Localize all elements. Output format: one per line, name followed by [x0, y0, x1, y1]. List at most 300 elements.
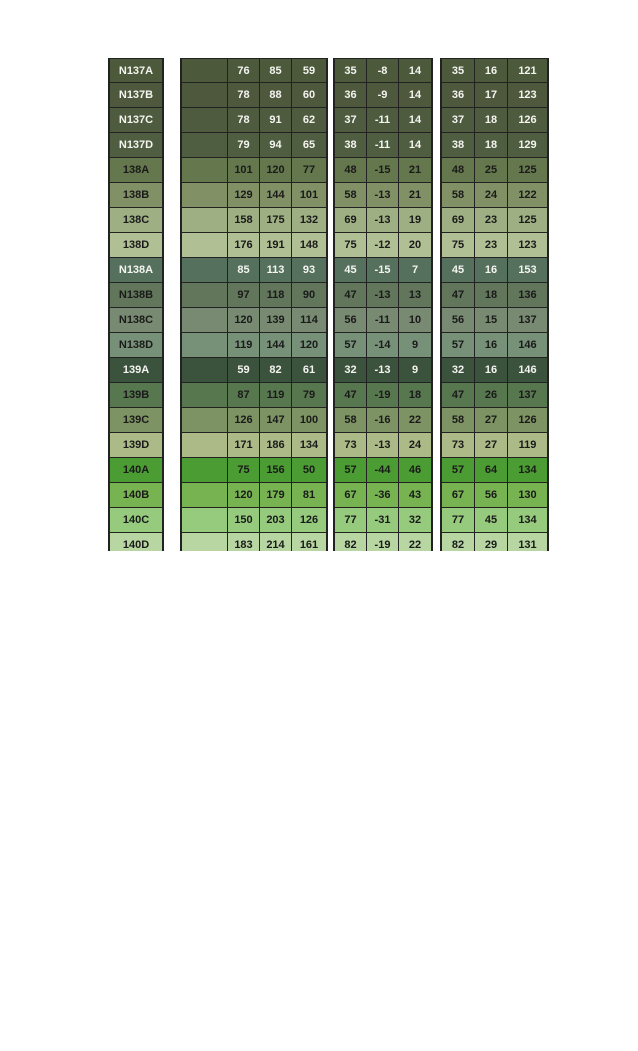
table-row [110, 233, 162, 258]
table-row [335, 258, 431, 283]
lab-value: 32 [335, 358, 367, 383]
lab-value: 10 [399, 308, 431, 333]
lch-value: 67 [442, 483, 475, 508]
color-code-label: N137A [110, 58, 162, 83]
table-row [442, 258, 547, 283]
lch-value: 129 [508, 133, 547, 158]
rgb-value: 50 [292, 458, 326, 483]
color-swatch [182, 183, 228, 208]
rgb-value: 90 [292, 283, 326, 308]
rgb-value: 61 [292, 358, 326, 383]
lch-value: 119 [508, 433, 547, 458]
table-row [182, 433, 326, 458]
lab-value: -13 [367, 183, 399, 208]
lch-value: 16 [475, 333, 508, 358]
rgb-value: 126 [292, 508, 326, 533]
table-row [442, 183, 547, 208]
table-row [182, 258, 326, 283]
lab-value: -9 [367, 83, 399, 108]
table-row [110, 83, 162, 108]
lch-value: 27 [475, 408, 508, 433]
table-row [335, 508, 431, 533]
lab-value: -36 [367, 483, 399, 508]
table-row [335, 108, 431, 133]
rgb-value: 214 [260, 533, 292, 551]
rgb-value: 118 [260, 283, 292, 308]
color-swatch [182, 233, 228, 258]
table-row [110, 108, 162, 133]
lch-value: 146 [508, 333, 547, 358]
lab-value: -13 [367, 358, 399, 383]
lch-value: 38 [442, 133, 475, 158]
table-row [335, 233, 431, 258]
lab-value: -19 [367, 383, 399, 408]
table-row [110, 383, 162, 408]
table-row [335, 358, 431, 383]
lch-value: 16 [475, 58, 508, 83]
lch-value: 45 [475, 508, 508, 533]
rgb-value: 176 [228, 233, 260, 258]
table-row [335, 308, 431, 333]
rgb-value: 97 [228, 283, 260, 308]
table-row [442, 533, 547, 551]
lab-value: 36 [335, 83, 367, 108]
table-row [442, 158, 547, 183]
table-row [335, 433, 431, 458]
lab-value: 69 [335, 208, 367, 233]
color-code-label: N138C [110, 308, 162, 333]
lab-value: -19 [367, 533, 399, 551]
rgb-value: 161 [292, 533, 326, 551]
lab-value: 21 [399, 183, 431, 208]
lch-value: 32 [442, 358, 475, 383]
rgb-value: 120 [228, 308, 260, 333]
color-code-label: N137B [110, 83, 162, 108]
rgb-value: 144 [260, 333, 292, 358]
table-row [110, 208, 162, 233]
table-row [335, 333, 431, 358]
rgb-value: 65 [292, 133, 326, 158]
rgb-value: 101 [292, 183, 326, 208]
lab-value: 38 [335, 133, 367, 158]
table-row [335, 208, 431, 233]
lab-value: 47 [335, 283, 367, 308]
table-row [110, 483, 162, 508]
lch-value: 37 [442, 108, 475, 133]
table-row [110, 58, 162, 83]
table-row [110, 408, 162, 433]
table-row [442, 458, 547, 483]
table-row [110, 283, 162, 308]
table-row [442, 433, 547, 458]
table-row [182, 158, 326, 183]
rgb-value: 134 [292, 433, 326, 458]
lab-value: 73 [335, 433, 367, 458]
table-row [335, 158, 431, 183]
lch-value: 16 [475, 258, 508, 283]
rgb-value: 203 [260, 508, 292, 533]
table-row [110, 533, 162, 551]
rgb-value: 113 [260, 258, 292, 283]
color-swatch [182, 308, 228, 333]
table-row [182, 208, 326, 233]
color-code-label: 138A [110, 158, 162, 183]
lab-value: 18 [399, 383, 431, 408]
lab-value: 75 [335, 233, 367, 258]
table-row [442, 58, 547, 83]
table-row [442, 108, 547, 133]
lch-value: 15 [475, 308, 508, 333]
color-swatch [182, 483, 228, 508]
lch-value: 16 [475, 358, 508, 383]
lch-value: 58 [442, 183, 475, 208]
table-row [110, 183, 162, 208]
lab-value: 7 [399, 258, 431, 283]
lab-value: 22 [399, 533, 431, 551]
table-row [110, 458, 162, 483]
lab-value: -11 [367, 308, 399, 333]
lab-value: 43 [399, 483, 431, 508]
lab-value: 67 [335, 483, 367, 508]
color-swatch [182, 283, 228, 308]
rgb-value: 75 [228, 458, 260, 483]
color-code-label: N138D [110, 333, 162, 358]
lch-value: 146 [508, 358, 547, 383]
color-code-label: N137D [110, 133, 162, 158]
color-swatch [182, 458, 228, 483]
rgb-value: 183 [228, 533, 260, 551]
table-row [442, 358, 547, 383]
rgb-value: 120 [228, 483, 260, 508]
table-row [110, 433, 162, 458]
table-row [335, 408, 431, 433]
color-code-label: 140D [110, 533, 162, 551]
lch-value: 75 [442, 233, 475, 258]
table-row [442, 133, 547, 158]
color-swatch [182, 158, 228, 183]
lch-value: 126 [508, 108, 547, 133]
lch-value: 77 [442, 508, 475, 533]
lab-value: -12 [367, 233, 399, 258]
lab-value: 20 [399, 233, 431, 258]
rgb-value: 59 [228, 358, 260, 383]
lab-value: 9 [399, 358, 431, 383]
lab-value: -15 [367, 158, 399, 183]
lab-value: 58 [335, 408, 367, 433]
rgb-value: 114 [292, 308, 326, 333]
lch-value: 126 [508, 408, 547, 433]
rgb-value: 88 [260, 83, 292, 108]
color-code-label: 138C [110, 208, 162, 233]
color-code-label: 139A [110, 358, 162, 383]
lch-value: 47 [442, 283, 475, 308]
lab-value: 14 [399, 108, 431, 133]
lab-value: 14 [399, 58, 431, 83]
rgb-value: 191 [260, 233, 292, 258]
lch-value: 73 [442, 433, 475, 458]
table-row [182, 383, 326, 408]
lch-value: 69 [442, 208, 475, 233]
rgb-value: 100 [292, 408, 326, 433]
lch-value: 125 [508, 158, 547, 183]
lab-value: 24 [399, 433, 431, 458]
table-row [182, 408, 326, 433]
lab-value: -31 [367, 508, 399, 533]
rgb-value: 78 [228, 83, 260, 108]
lab-value: -13 [367, 208, 399, 233]
lch-value: 131 [508, 533, 547, 551]
lab-value: -8 [367, 58, 399, 83]
table-row [442, 233, 547, 258]
color-code-label: 140C [110, 508, 162, 533]
lch-value: 35 [442, 58, 475, 83]
lab-value: 47 [335, 383, 367, 408]
lab-value: -11 [367, 108, 399, 133]
lch-value: 134 [508, 458, 547, 483]
rgb-value: 175 [260, 208, 292, 233]
rgb-value: 156 [260, 458, 292, 483]
lch-value: 137 [508, 383, 547, 408]
color-code-label: N138B [110, 283, 162, 308]
table-row [442, 208, 547, 233]
table-row [182, 183, 326, 208]
lab-value: 22 [399, 408, 431, 433]
code-column [108, 58, 164, 551]
rgb-value: 179 [260, 483, 292, 508]
lch-value: 29 [475, 533, 508, 551]
rgb-value: 82 [260, 358, 292, 383]
color-swatch [182, 508, 228, 533]
lab-value: 21 [399, 158, 431, 183]
lab-columns [333, 58, 433, 551]
color-swatch [182, 58, 228, 83]
rgb-value: 87 [228, 383, 260, 408]
color-code-label: N138A [110, 258, 162, 283]
color-swatch [182, 408, 228, 433]
lch-value: 57 [442, 458, 475, 483]
rgb-value: 77 [292, 158, 326, 183]
lch-value: 137 [508, 308, 547, 333]
table-row [442, 283, 547, 308]
color-swatch [182, 258, 228, 283]
table-row [335, 458, 431, 483]
rgb-value: 101 [228, 158, 260, 183]
table-row [335, 483, 431, 508]
rgb-value: 144 [260, 183, 292, 208]
table-row [182, 333, 326, 358]
color-code-label: 139D [110, 433, 162, 458]
color-swatch [182, 333, 228, 358]
lab-value: 14 [399, 133, 431, 158]
lab-value: 82 [335, 533, 367, 551]
table-row [335, 133, 431, 158]
table-row [182, 533, 326, 551]
lab-value: -14 [367, 333, 399, 358]
rgb-value: 148 [292, 233, 326, 258]
lab-value: 46 [399, 458, 431, 483]
lab-value: -16 [367, 408, 399, 433]
lab-value: 32 [399, 508, 431, 533]
table-row [335, 83, 431, 108]
table-row [442, 483, 547, 508]
lch-value: 122 [508, 183, 547, 208]
table-row [182, 108, 326, 133]
table-row [182, 283, 326, 308]
lch-value: 125 [508, 208, 547, 233]
table-row [110, 308, 162, 333]
lab-value: 57 [335, 333, 367, 358]
table-row [182, 458, 326, 483]
table-row [182, 83, 326, 108]
color-code-label: 138D [110, 233, 162, 258]
color-swatch [182, 358, 228, 383]
rgb-value: 132 [292, 208, 326, 233]
rgb-value: 85 [228, 258, 260, 283]
rgb-value: 119 [260, 383, 292, 408]
color-table [0, 58, 638, 551]
rgb-value: 76 [228, 58, 260, 83]
rgb-value: 79 [228, 133, 260, 158]
table-row [335, 183, 431, 208]
table-row [442, 408, 547, 433]
color-code-label: N137C [110, 108, 162, 133]
table-row [335, 383, 431, 408]
lab-value: 56 [335, 308, 367, 333]
rgb-value: 94 [260, 133, 292, 158]
lch-value: 18 [475, 283, 508, 308]
rgb-value: 93 [292, 258, 326, 283]
table-row [110, 358, 162, 383]
table-row [442, 308, 547, 333]
lch-value: 136 [508, 283, 547, 308]
table-row [110, 508, 162, 533]
lab-value: -13 [367, 283, 399, 308]
rgb-value: 171 [228, 433, 260, 458]
lch-value: 56 [442, 308, 475, 333]
table-row [182, 358, 326, 383]
color-code-label: 139B [110, 383, 162, 408]
color-swatch [182, 133, 228, 158]
color-swatch [182, 433, 228, 458]
lch-value: 82 [442, 533, 475, 551]
table-row [110, 133, 162, 158]
rgb-value: 79 [292, 383, 326, 408]
color-code-label: 139C [110, 408, 162, 433]
rgb-value: 120 [292, 333, 326, 358]
table-row [182, 308, 326, 333]
lch-value: 36 [442, 83, 475, 108]
table-row [442, 508, 547, 533]
rgb-value: 150 [228, 508, 260, 533]
rgb-value: 59 [292, 58, 326, 83]
lch-value: 23 [475, 233, 508, 258]
lch-value: 56 [475, 483, 508, 508]
rgb-value: 119 [228, 333, 260, 358]
table-row [110, 158, 162, 183]
color-code-label: 140A [110, 458, 162, 483]
lch-value: 123 [508, 233, 547, 258]
table-row [335, 533, 431, 551]
rgb-value: 147 [260, 408, 292, 433]
color-code-label: 140B [110, 483, 162, 508]
lch-value: 23 [475, 208, 508, 233]
table-row [442, 333, 547, 358]
rgb-columns [180, 58, 328, 551]
lch-value: 18 [475, 108, 508, 133]
lab-value: 13 [399, 283, 431, 308]
lch-value: 17 [475, 83, 508, 108]
table-row [335, 58, 431, 83]
lch-value: 24 [475, 183, 508, 208]
lch-columns [440, 58, 549, 551]
table-row [442, 383, 547, 408]
rgb-value: 158 [228, 208, 260, 233]
lab-value: -13 [367, 433, 399, 458]
rgb-value: 62 [292, 108, 326, 133]
lch-value: 45 [442, 258, 475, 283]
table-row [335, 283, 431, 308]
rgb-value: 60 [292, 83, 326, 108]
lch-value: 48 [442, 158, 475, 183]
lch-value: 25 [475, 158, 508, 183]
lch-value: 26 [475, 383, 508, 408]
lab-value: 58 [335, 183, 367, 208]
table-row [182, 508, 326, 533]
rgb-value: 139 [260, 308, 292, 333]
lab-value: 14 [399, 83, 431, 108]
table-row [182, 133, 326, 158]
table-row [442, 83, 547, 108]
lch-value: 18 [475, 133, 508, 158]
lch-value: 58 [442, 408, 475, 433]
rgb-value: 129 [228, 183, 260, 208]
table-row [110, 258, 162, 283]
lab-value: -11 [367, 133, 399, 158]
lch-value: 153 [508, 258, 547, 283]
lch-value: 47 [442, 383, 475, 408]
table-row [182, 58, 326, 83]
lab-value: 35 [335, 58, 367, 83]
lab-value: 9 [399, 333, 431, 358]
rgb-value: 91 [260, 108, 292, 133]
table-row [110, 333, 162, 358]
lab-value: -15 [367, 258, 399, 283]
lch-value: 130 [508, 483, 547, 508]
rgb-value: 85 [260, 58, 292, 83]
lab-value: 37 [335, 108, 367, 133]
color-code-label: 138B [110, 183, 162, 208]
rgb-value: 186 [260, 433, 292, 458]
lab-value: 77 [335, 508, 367, 533]
lch-value: 64 [475, 458, 508, 483]
color-swatch [182, 533, 228, 551]
lab-value: 48 [335, 158, 367, 183]
lch-value: 123 [508, 83, 547, 108]
lab-value: 57 [335, 458, 367, 483]
table-row [182, 483, 326, 508]
color-swatch [182, 83, 228, 108]
color-swatch [182, 383, 228, 408]
color-swatch [182, 108, 228, 133]
rgb-value: 78 [228, 108, 260, 133]
rgb-value: 120 [260, 158, 292, 183]
lch-value: 134 [508, 508, 547, 533]
rgb-value: 81 [292, 483, 326, 508]
rgb-value: 126 [228, 408, 260, 433]
color-swatch [182, 208, 228, 233]
lch-value: 27 [475, 433, 508, 458]
table-row [182, 233, 326, 258]
